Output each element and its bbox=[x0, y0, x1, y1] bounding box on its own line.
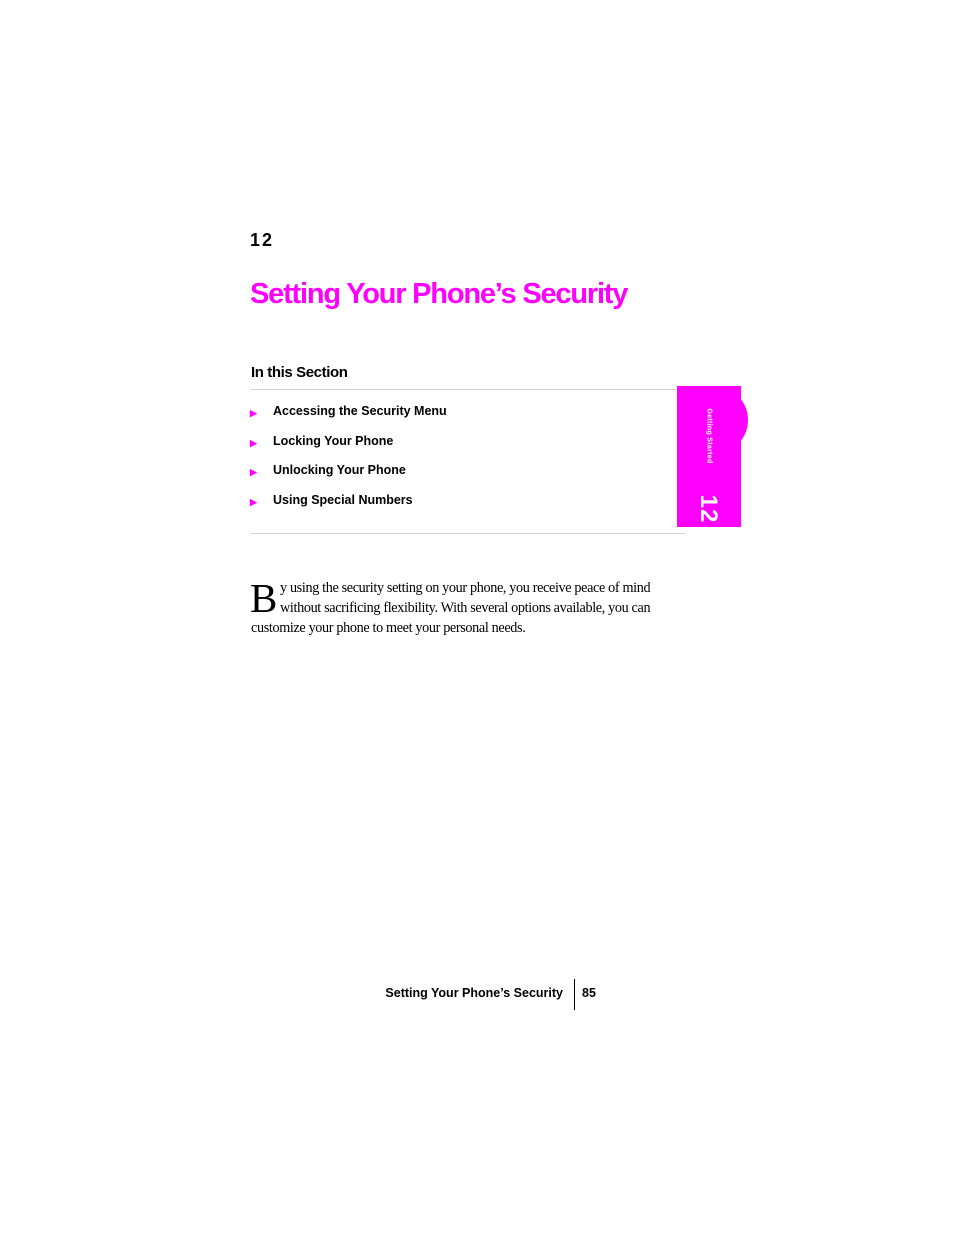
section-bottom-rule bbox=[251, 533, 685, 534]
chapter-number: 12 bbox=[250, 230, 275, 250]
footer-divider bbox=[574, 979, 575, 1010]
chapter-title: Setting Your Phone’s Security bbox=[250, 278, 628, 310]
page-number: 85 bbox=[582, 986, 596, 1000]
side-tab-number: 12 bbox=[695, 494, 722, 524]
drop-cap: B bbox=[250, 575, 277, 621]
list-item[interactable] bbox=[250, 461, 447, 491]
list-item[interactable] bbox=[250, 402, 447, 432]
footer-title: Setting Your Phone’s Security bbox=[385, 986, 563, 1000]
triangle-right-icon: ▶ bbox=[250, 496, 257, 507]
section-top-rule bbox=[251, 389, 685, 390]
chapter-side-tab-rounded-top bbox=[677, 386, 748, 454]
list-item-label: Unlocking Your Phone bbox=[273, 463, 406, 477]
section-heading: In this Section bbox=[251, 364, 348, 381]
triangle-right-icon: ▶ bbox=[250, 437, 257, 448]
list-item-label: Locking Your Phone bbox=[273, 433, 394, 448]
list-item-label: Using Special Numbers bbox=[273, 492, 413, 507]
triangle-right-icon: ▶ bbox=[250, 408, 257, 418]
intro-text: y using the security setting on your phone, you receive peace of mind without sacrificing flexibility. With several options available, you can customize your phone to meet your personal needs. bbox=[251, 580, 651, 636]
list-item-label: Accessing the Security Menu bbox=[273, 404, 447, 418]
section-contents-list bbox=[250, 402, 447, 520]
intro-paragraph bbox=[250, 575, 685, 638]
list-item[interactable] bbox=[250, 491, 447, 521]
side-tab-label: Getting Started bbox=[705, 408, 713, 464]
triangle-right-icon: ▶ bbox=[250, 467, 257, 477]
list-item[interactable] bbox=[250, 432, 447, 462]
